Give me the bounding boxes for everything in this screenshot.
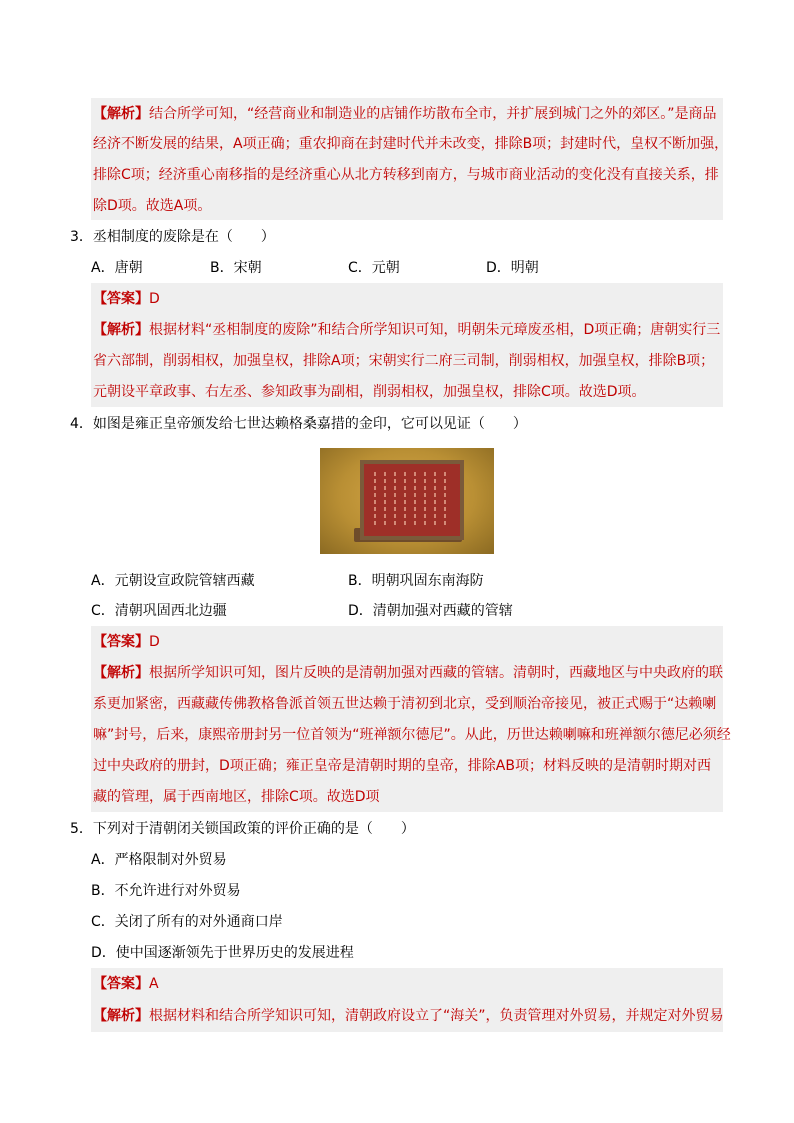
seal-face [360,460,464,540]
q3-analysis-line-3: 元朝设平章政事、右左丞、参知政事为副相，削弱相权，加强皇权，排除C项。故选D项。 [93,384,646,400]
q2-analysis-line-1: 【解析】结合所学可知，“经营商业和制造业的店铺作坊散布全市，并扩展到城门之外的郊区。”是商品 [93,106,717,122]
q3-option-d: D．明朝 [486,260,539,276]
q5-option-d: D．使中国逐渐领先于世界历史的发展进程 [91,945,354,961]
q5-option-b: B．不允许进行对外贸易 [91,883,241,899]
q4-stem: 4．如图是雍正皇帝颁发给七世达赖格桑嘉措的金印，它可以见证（ ） [70,416,527,432]
q4-answer: 【答案】D [93,634,160,650]
q4-analysis-line-4: 过中央政府的册封，D项正确；雍正皇帝是清朝时期的皇帝，排除AB项；材料反映的是清朝时期对西 [93,758,711,774]
q5-analysis-line-1: 【解析】根据材料和结合所学知识可知，清朝政府设立了“海关”，负责管理对外贸易，并规定对外贸易 [93,1008,724,1024]
q4-answer-block [91,626,723,812]
q3-option-b: B．宋朝 [210,260,262,276]
q4-option-d: D．清朝加强对西藏的管辖 [348,603,513,619]
q4-option-c: C．清朝巩固西北边疆 [91,603,227,619]
q5-answer: 【答案】A [93,976,159,992]
q4-option-a: A．元朝设宣政院管辖西藏 [91,573,255,589]
q2-analysis-line-4: 除D项。故选A项。 [93,198,212,214]
q3-option-a: A．唐朝 [91,260,143,276]
q3-option-c: C．元朝 [348,260,400,276]
q4-analysis-line-3: 嘛”封号，后来，康熙帝册封另一位首领为“班禅额尔德尼”。从此，历世达赖喇嘛和班禅额尔德尼必须经 [93,727,731,743]
q4-analysis-line-5: 藏的管理，属于西南地区，排除C项。故选D项 [93,789,380,805]
q3-answer: 【答案】D [93,291,160,307]
q5-stem: 5．下列对于清朝闭关锁国政策的评价正确的是（ ） [70,821,415,837]
q3-stem: 3．丞相制度的废除是在（ ） [70,229,275,245]
q4-analysis-line-2: 系更加紧密，西藏藏传佛教格鲁派首领五世达赖于清初到北京，受到顺治帝接见，被正式赐于“达赖喇 [93,696,717,712]
q3-analysis-line-2: 省六部制，削弱相权，加强皇权，排除A项；宋朝实行二府三司制，削弱相权，加强皇权，排除B项； [93,353,715,369]
q3-analysis-line-1: 【解析】根据材料“丞相制度的废除”和结合所学知识可知，明朝朱元璋废丞相，D项正确；唐朝实行三 [93,322,721,338]
q5-option-a: A．严格限制对外贸易 [91,852,227,868]
q5-option-c: C．关闭了所有的对外通商口岸 [91,914,283,930]
analysis-tag: 【解析】 [93,106,149,122]
golden-seal-image [320,448,494,554]
q2-analysis-line-2: 经济不断发展的结果，A项正确；重农抑商在封建时代并未改变，排除B项；封建时代，皇权不断加强， [93,136,729,152]
q4-option-b: B．明朝巩固东南海防 [348,573,484,589]
q4-analysis-line-1: 【解析】根据所学知识可知，图片反映的是清朝加强对西藏的管辖。清朝时，西藏地区与中央政府的联 [93,665,723,681]
q2-analysis-line-3: 排除C项；经济重心南移指的是经济重心从北方转移到南方，与城市商业活动的变化没有直接关系，排 [93,167,719,183]
